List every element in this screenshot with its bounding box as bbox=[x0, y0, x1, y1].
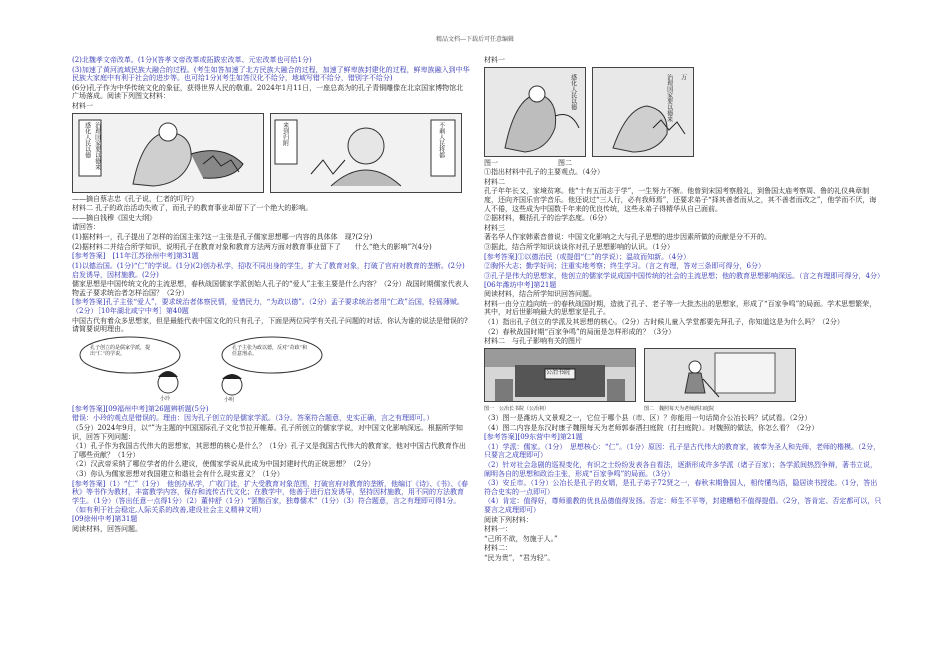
question-text: （5分）2024年9月，以“”为主题的中国国际孔子文化节拉开帷幕。孔子所创立的儒家学说，对中国文化影响深远。根据所学知识，回答下列问题： bbox=[72, 424, 463, 441]
comic-figures bbox=[72, 113, 470, 193]
material-label: 材料三 bbox=[484, 223, 505, 232]
left-column bbox=[72, 56, 470, 534]
photo-block-1 bbox=[484, 348, 634, 412]
material-label: 材料一 bbox=[72, 102, 93, 111]
academy-sign: 公冶书院 bbox=[546, 368, 571, 376]
answer-title: [参考答案]①以德治民（或提倡“仁”的学说）；温故而知新。（4分） bbox=[484, 252, 691, 261]
material-text: “己所不欲，勿施于人。” bbox=[484, 534, 558, 543]
answer-title: [参考答案][09福州中考]第26题辨析题(5分) bbox=[72, 404, 209, 413]
student-name: 小明 bbox=[224, 396, 235, 403]
question-text: (6分)孔子作为中华传统文化的象征，获得世界人民的敬重。2024年1月11日，一座总高为的孔子青铜雕像在北京国家博物馆北广场落成。阅读下列图文材料： bbox=[72, 83, 464, 101]
photo-block-2 bbox=[644, 348, 794, 412]
question-text: 请回答： bbox=[72, 223, 100, 232]
sweeping-picture bbox=[644, 348, 796, 402]
material-label: 材料一 bbox=[484, 56, 505, 64]
figure-one bbox=[484, 67, 586, 157]
answer-text: （1）学派：儒家。（1分） 思想核心：“仁”。（1分）原因：孔子是古代伟大的教育家，被奉为圣人和先师，老师的楷模。（2分，只要言之成理即可） bbox=[484, 442, 880, 460]
question-text: （4）图二内容是东汉时康子魏照每天为老师郭泰洒扫庭院（打扫庭院）。对魏照的做法，你怎么看？（2分） bbox=[484, 423, 819, 432]
material-text: “民为贵”，“君为轻”。 bbox=[484, 554, 555, 563]
answer-text: （2）针对社会急剧的巡视变化，有识之士纷纷发表各自看法，逐渐形成许多学派（诸子百家）；各学派间热烈争辩，著书立说，阐明各自的思想和政治主张，形成“百家争鸣”的局面。（3分） bbox=[484, 460, 877, 478]
question-text: 阅读材料，回答问题。 bbox=[72, 524, 142, 533]
question-text: （1）孔子作为我国古代伟大的思想家，其思想的核心是什么？（1分）孔子又是我国古代伟大的教育家，他对中国古代教育作出了哪些贡献？（1分） bbox=[72, 442, 466, 459]
dialog-illustration bbox=[72, 335, 470, 405]
comic-figure-2 bbox=[270, 113, 462, 193]
page-header: 精品文档---下载后可任意编辑 bbox=[435, 36, 515, 43]
academy-photo bbox=[484, 348, 636, 402]
comic-illustration-2 bbox=[271, 114, 461, 192]
material-text: 孔子年年长又，家境贫寒。他“十有五而志于学”，一生努力不断。他曾到宋国考察殷礼，到鲁国太庙考察周、鲁的礼仪典章制度，还向齐国乐官学音乐。他还说过“三人行，必有我师焉”，还要求弟子“择其善者而从之，其不善者而改之”，他学而不厌，诲人不倦，这些成为中国数千年来的优良传统，这些永弟子得精华从自己面前。 bbox=[484, 187, 877, 213]
material-photos bbox=[484, 348, 882, 412]
material-text: 著名华人作家韩素音曾说：中国文化影响之大与孔子思想的进步因素所做的贡献是分不开的。 bbox=[484, 233, 771, 242]
answer-text: （3）安丘市。（1分）公冶长是孔子的女婿，是孔子弟子72贤之一，春秋末期鲁国人，相传懂鸟语，隐居读书授徒。（1分，答出符合史实的一点即可） bbox=[484, 479, 878, 496]
answer-text: (1)以德治国。(1分)“仁”的学说。(1分)(2)创办私学，招收不同出身的学生，扩大了教育对象，打破了官府对教育的垄断。(2分)启发诱导，因材施教。(2分) bbox=[72, 261, 465, 279]
question-text: 儒家思想是中国传统文化的主流思想，春秋战国儒家学派创始人孔子的“爱人”主张主要是什么内容？（2分）战国时期儒家代表人物孟子要求统治者怎样治国？（2分） bbox=[72, 280, 469, 297]
question-text: （2）春秋战国时期“百家争鸣”的局面是怎样形成的？（3分） bbox=[484, 327, 676, 336]
photo-caption: 图一 公冶长书院（公冶祠） bbox=[484, 405, 550, 412]
question-text: （3）图一是潍坊人文景观之一，它位于哪个县（市、区）？你能用一句话简介公冶长吗？试试看。（2分） bbox=[484, 413, 812, 422]
figure-two bbox=[592, 67, 694, 157]
source-line: ——摘自蔡志忠《孔子说，仁者的叮咛》 bbox=[72, 194, 198, 203]
figure-captions bbox=[484, 159, 882, 168]
answer-text: （4）肯定：值得好，尊师重教的优良品德值得发扬。否定：师生不平等，封建糟粕不值得提倡。（2分，答肯定、否定都可以，只要言之成理即可） bbox=[484, 497, 882, 515]
answer-text: ②胸怀大志；勤学好问；注重实地考察；终生学习。（言之有理，答对三条即可得分，6分） bbox=[484, 262, 765, 271]
answer-text: ③孔子是伟大的思想家，他创立的儒家学说成国中国传统的社会的主流思想；他的教育思想影响深远。（言之有理即可得分，4分） [06年潍坊中考]第21题 bbox=[484, 271, 888, 289]
material-label: 材料一： bbox=[484, 525, 512, 534]
figure-caption: 图二 bbox=[558, 158, 572, 167]
figure-caption-text: 万 bbox=[679, 73, 687, 80]
figure-caption-text: 感化人民以德 bbox=[569, 73, 577, 110]
comic-caption: 不剩人民将都 bbox=[437, 121, 445, 158]
comic-illustration-1 bbox=[73, 114, 263, 192]
material-text: 材料一由分立趋向统一的春秋战国时期，造就了孔子、老子等一大批杰出的思想家，形成了“百家争鸣”的局面。学术思想繁荣，其中，对后世影响最大的思想家是孔子。 bbox=[484, 299, 877, 317]
comic-figure-1 bbox=[72, 113, 264, 193]
material-text: 材料二 孔子的政治活动失败了，而孔子的教育事业却留下了一个绝大的影响。 bbox=[72, 204, 313, 213]
question-text: (1)据材料一，孔子提出了怎样的治国主张?这一主张是孔子儒家思想哪一内容的具体体 现?(2分) bbox=[72, 233, 373, 242]
answer-line: (2)北魏孝文帝改革。(1分)(答孝文帝改革或拓跋宏改革、元宏改革也可给1分) bbox=[72, 56, 312, 64]
answer-text: 错误：小玲的观点是错误的。理由：因为孔子创立的是儒家学派。（3分。答案符合题意，史实正确，言之有理即可。） bbox=[72, 414, 434, 423]
answer-title: [09徐州中考]第31题 bbox=[72, 515, 138, 524]
answer-line: (3)加速了黄河流域民族大融合的过程。(考生如答加速了北方民族大融合的过程，加速了鲜卑族封建化的过程，鲜卑族融入到中华民族大家庭中有利于社会的进步等。也可给1分)(考生如答汉化不给分，地域写错不给分，错别字不给分) bbox=[72, 65, 470, 83]
speech-bubble-2: 孔子主张为政以德，反对“苛政”和任意刑杀。 bbox=[232, 344, 308, 357]
question-text: 阅读材料，结合所学知识回答问题。 bbox=[484, 290, 596, 299]
answer-title: [参考答案] [11年江苏徐州中考]第31题 bbox=[72, 252, 199, 261]
question-text: （3）你认为儒家思想对我国建立和谐社会有什么现实意义？（1分） bbox=[72, 470, 284, 479]
photo-figures bbox=[484, 67, 882, 157]
answer-title: [参考答案][09东营中考]第21题 bbox=[484, 433, 583, 442]
question-text: (2)据材料二并结合所学知识，说明孔子在教育对象和教育方法两方面对教育事业留下了 什么“绝大的影响”?(4分) bbox=[72, 242, 432, 251]
question-text: （1）指出孔子创立的学派及其思想的核心。（2分）古时候儿童入学堂都要先拜孔子，你知道这是为什么吗？（2分） bbox=[484, 317, 844, 326]
figure-caption: 图一 bbox=[484, 158, 498, 167]
comic-caption: 来到归附 bbox=[281, 121, 289, 146]
question-text: 阅读下列材料： bbox=[484, 515, 533, 524]
photo-caption: 图二 魏照每天为老师洒扫庭院 bbox=[644, 405, 715, 412]
right-column bbox=[484, 56, 888, 564]
student-name: 小玲 bbox=[160, 395, 171, 402]
material-text: 材料二 与孔子影响有关的图片 bbox=[484, 337, 582, 346]
answer-text: [参考答案]孔子主张“爱人”，要求统治者体察民情，爱惜民力，“为政以德”。（2分）孟子要求统治者用“仁政”治国，轻徭薄赋。（2分）［10年湖北咸宁中考］第40题 bbox=[72, 298, 464, 315]
question-text: （2）汉武帝采纳了哪位学者的什么建议，使儒家学说从此成为中国封建时代的正统思想？（2分） bbox=[72, 460, 375, 469]
material-label: 材料二 bbox=[484, 177, 505, 186]
question-text: 中国古代有着众多思想家，但是最能代表中国文化的只有孔子，下面是两位同学有关孔子问题的对话，你认为谁的说法是错误的?请简要说明理由。 bbox=[72, 316, 468, 334]
question-text: ③据此，结合所学知识谈谈你对孔子思想影响的认识。（1分） bbox=[484, 243, 674, 252]
confucius-sketch-2 bbox=[593, 68, 693, 156]
comic-caption: 感化人民以德 bbox=[83, 121, 91, 158]
comic-caption: 治理国家要以德来 bbox=[93, 121, 101, 170]
answer-text: [参考答案]（1）“仁”（1分） 他创办私学，广收门徒，扩大受教育对象范围，打破官府对教育的垄断，他编订《诗》、《书》、《春秋》等书作为教材，丰富教学内容，保存和流传古代文化；在教学中，他善于进行启发诱导，坚持因材施教，用不同的方法教育学生。（1分）（答出任意一点得1分）（2）董仲舒（1分）“罢黜百家，独尊儒术”（1分）（3）符合题意，言之有理即可得1分。（如有利于社会稳定,人际关系的改善,建设社会主义精神文明） bbox=[72, 479, 469, 514]
source-line: ——摘自钱穆《国史大纲》 bbox=[72, 213, 156, 222]
speech-bubble-1: 孔子创立的是儒家学派，提出“仁”的学说。 bbox=[90, 344, 151, 357]
figure-caption-text: 治理国家要以德来 bbox=[665, 73, 673, 122]
sweeping-drawing bbox=[645, 349, 795, 401]
material-label: 材料二： bbox=[484, 544, 512, 553]
question-text: ①指出材料中孔子的主要观点。（4分） bbox=[484, 168, 604, 177]
question-text: ②据材料，概括孔子的治学态度。（6分） bbox=[484, 214, 611, 223]
